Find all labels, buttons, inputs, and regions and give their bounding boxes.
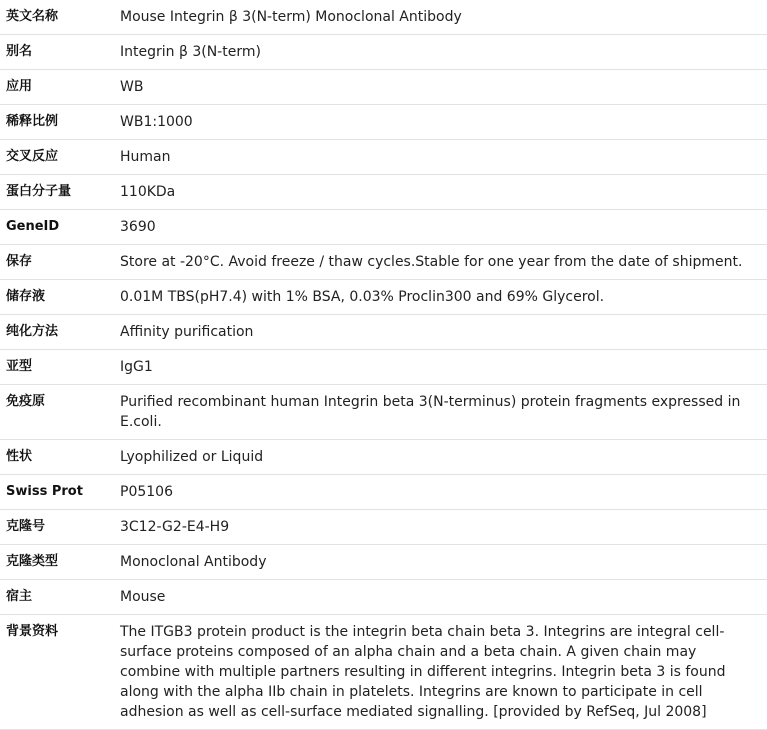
spec-row-isotype — [0, 350, 767, 385]
spec-value: Lyophilized or Liquid — [114, 440, 767, 475]
spec-value: WB — [114, 70, 767, 105]
spec-row-alias — [0, 35, 767, 70]
spec-value: P05106 — [114, 475, 767, 510]
spec-value: 0.01M TBS(pH7.4) with 1% BSA, 0.03% Proclin300 and 69% Glycerol. — [114, 280, 767, 315]
spec-row-english-name — [0, 0, 767, 35]
spec-label: 储存液 — [0, 280, 114, 315]
spec-row-gene-id — [0, 210, 767, 245]
spec-value: Mouse Integrin β 3(N-term) Monoclonal Antibody — [114, 0, 767, 35]
spec-value: 110KDa — [114, 175, 767, 210]
spec-value: 3690 — [114, 210, 767, 245]
spec-value: Integrin β 3(N-term) — [114, 35, 767, 70]
spec-row-background — [0, 615, 767, 730]
spec-value: WB1:1000 — [114, 105, 767, 140]
spec-label: 宿主 — [0, 580, 114, 615]
spec-value: Affinity purification — [114, 315, 767, 350]
spec-row-clonality — [0, 545, 767, 580]
spec-label: 别名 — [0, 35, 114, 70]
spec-value: Monoclonal Antibody — [114, 545, 767, 580]
spec-row-storage — [0, 245, 767, 280]
spec-row-form — [0, 440, 767, 475]
spec-label: 免疫原 — [0, 385, 114, 440]
spec-row-purification — [0, 315, 767, 350]
spec-value: 3C12-G2-E4-H9 — [114, 510, 767, 545]
spec-label: 稀释比例 — [0, 105, 114, 140]
spec-row-immunogen — [0, 385, 767, 440]
spec-row-molecular-weight — [0, 175, 767, 210]
spec-row-clone-number — [0, 510, 767, 545]
spec-row-dilution — [0, 105, 767, 140]
spec-value: IgG1 — [114, 350, 767, 385]
spec-label: 应用 — [0, 70, 114, 105]
spec-label: 英文名称 — [0, 0, 114, 35]
spec-label: 亚型 — [0, 350, 114, 385]
spec-label: 保存 — [0, 245, 114, 280]
spec-row-host — [0, 580, 767, 615]
spec-label: 纯化方法 — [0, 315, 114, 350]
spec-row-buffer — [0, 280, 767, 315]
spec-value: Purified recombinant human Integrin beta 3(N-terminus) protein fragments expressed in E.coli. — [114, 385, 767, 440]
spec-label: Swiss Prot — [0, 475, 114, 510]
spec-label: 背景资料 — [0, 615, 114, 730]
spec-value: Mouse — [114, 580, 767, 615]
spec-label: 克隆类型 — [0, 545, 114, 580]
spec-label: GeneID — [0, 210, 114, 245]
spec-value: Store at -20°C. Avoid freeze / thaw cycles.Stable for one year from the date of shipment. — [114, 245, 767, 280]
spec-row-application — [0, 70, 767, 105]
spec-row-reactivity — [0, 140, 767, 175]
spec-label: 蛋白分子量 — [0, 175, 114, 210]
spec-label: 交叉反应 — [0, 140, 114, 175]
spec-value: Human — [114, 140, 767, 175]
spec-row-swiss-prot — [0, 475, 767, 510]
spec-label: 克隆号 — [0, 510, 114, 545]
spec-value: The ITGB3 protein product is the integrin beta chain beta 3. Integrins are integral cell-surface proteins composed of an alpha chain and a beta chain. A given chain may combine with multiple partners resulting in different integrins. Integrin beta 3 is found along with the alpha IIb chain in platelets. Integrins are known to participate in cell adhesion as well as cell-surface mediated signalling. [provided by RefSeq, Jul 2008] — [114, 615, 767, 730]
spec-label: 性状 — [0, 440, 114, 475]
